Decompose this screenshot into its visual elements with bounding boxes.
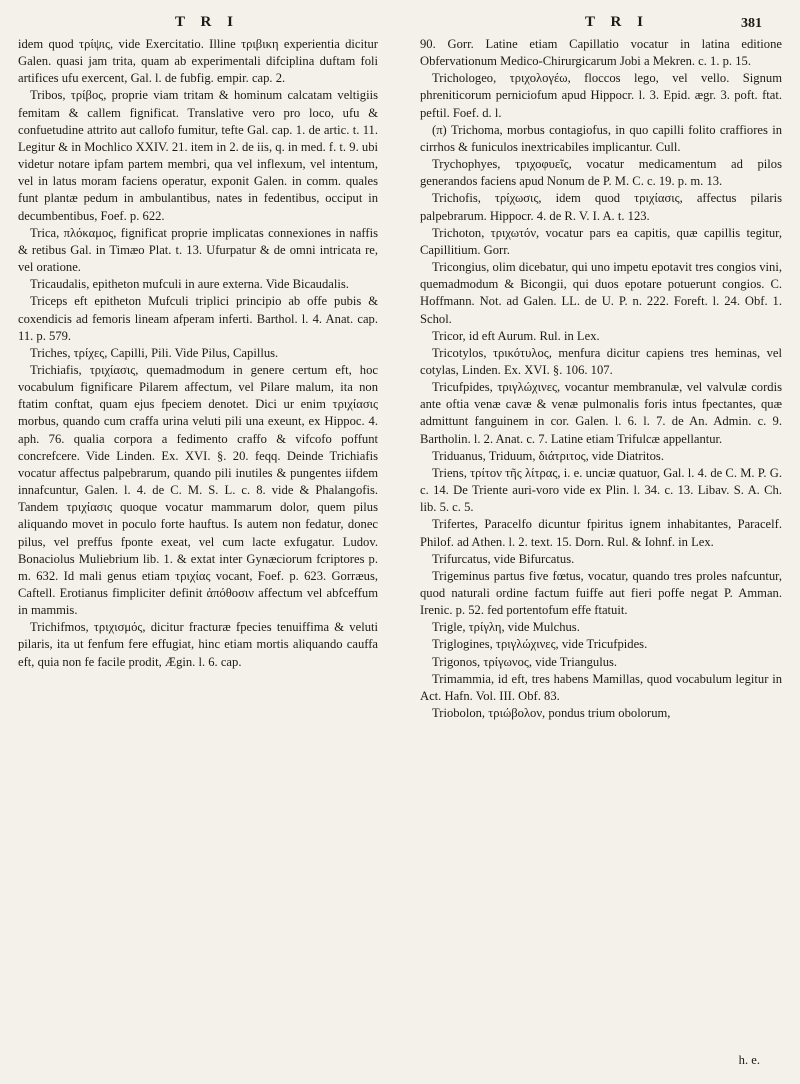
entry-paragraph: Trimammia, id eft, tres habens Mamillas, quod vocabulum legitur in Act. Hafn. Vol. III. Obf. 83.	[420, 671, 782, 703]
entry-paragraph: Triglogines, τριγλώχινες, vide Tricufpides.	[432, 637, 648, 652]
entry-paragraph: (π) Trichoma, morbus contagiofus, in quo capilli folito craffiores in cirrhos & funiculos inextricabiles implicantur. Cull.	[420, 122, 782, 154]
entry-paragraph: Trigonos, τρίγωνος, vide Triangulus.	[432, 654, 618, 669]
entry-paragraph: Tricotylos, τρικότυλος, menfura dicitur capiens tres heminas, vel cotylas, Linden. Ex. XVI. §. 106. 107.	[420, 345, 782, 377]
running-head-right: T R I	[585, 14, 649, 30]
entry-paragraph: Triens, τρίτον τῆς λίτρας, i. e. unciæ quatuor, Gal. l. 4. de C. M. P. G. c. 14. De Triente auri-voro vide ex Plin. l. 34. c. 13. Libav. S. A. Ch. lib. 5. c. 5.	[420, 465, 782, 515]
entry-paragraph: idem quod τρίψις, vide Exercitatio. Illine τριβικη experientia dicitur Galen. quasi jam trita, quam ab experimentali difciplina duftam foli artifices ufu exercent, Gal. l. de fubfig. empir. cap. 2.	[18, 37, 378, 86]
entry-paragraph: Trigle, τρίγλη, vide Mulchus.	[432, 620, 580, 635]
entry-paragraph: Trigeminus partus five fœtus, vocatur, quando tres proles nafcuntur, quod naturali ordine factum fuiffe aut fieri poffe negat P. Amman. Irenic. p. 52. fed portentofum effe ftatuit.	[420, 568, 782, 618]
entry-paragraph: 90. Gorr. Latine etiam Capillatio vocatur in latina editione Obfervationum Medico-Chirurgicarum Jobi a Mekren. c. 1. p. 15.	[420, 37, 782, 69]
entry-paragraph: Trichoton, τριχωτόν, vocatur pars ea capitis, quæ capillis tegitur, Capillitium. Gorr.	[420, 225, 782, 257]
entry-paragraph: Tricaudalis, epitheton mufculi in aure externa. Vide Bicaudalis.	[30, 277, 349, 292]
entry-paragraph: Tricongius, olim dicebatur, qui uno impetu epotavit tres congios vini, quemadmodum & Bicongii, qui duos epotare potuerunt congios. C. Hoffmann. Not. ad Galen. LL. de U. P. n. 222. Foreft. l. 24. Obf. 1. Schol.	[420, 260, 782, 326]
entry-paragraph: Trichofis, τρίχωσις, idem quod τριχίασις, affectus pilaris palpebrarum. Hippocr. 4. de R. V. I. A. t. 123.	[420, 191, 782, 223]
entry-paragraph: Tricufpides, τριγλώχινες, vocantur membranulæ, vel valvulæ cordis ante oftia venæ cavæ & venæ pulmonalis foris intus fpectantes, quæ admittunt fanguinem in cor. Galen. l. 6. l. 7. de An. Admin. c. 9. Bartholin. l. 2. Anat. c. 7. Latine etiam Trifulcæ appellantur.	[420, 380, 782, 446]
entry-paragraph: Triobolon, τριώβολον, pondus trium obolorum,	[432, 706, 671, 721]
entry-paragraph: Trichiafis, τριχίασις, quemadmodum in genere certum eft, hoc vocabulum fignificare Pilarem affectum, vel Pilare malum, ita non ftatim conftat, quam ejus fpeciem denotet. Dici ur enim τριχίασις morbus, quando cum craffa urina veluti pili una exeunt, ex Hippoc. 4. aph. 76. qualia corpora a fedimento craffo & vifcofo poffunt concrefcere. Vide Linden. Ex. XVI. §. 20. feqq. Deinde Trichiafis vocatur affectus palpebrarum, quando pili inutiles & pungentes iifdem innafcuntur, Galen. l. 4. de C. M. S. L. c. 8. vide & Phalangofis. Tandem τριχίασις quoque vocatur mammarum dolor, quem pilus aliquando movet in poculo forte hauftus. Is autem non fedatur, donec pilus, vel preffus fponte exeat, vel cum lacte exfugatur. Ludov. Bonaciolus Muliebrium lib. 1. & extat inter Gynæciorum fcriptores p. m. 632. Id mali genus etiam τριχίας vocant, Foef. p. 623. Gorræus, Caftell. Erotianus fimpliciter definit ἀπόθοσιν affectum vel abfceffum in mammis.	[18, 362, 378, 618]
entry-paragraph: Trifertes, Paracelfo dicuntur fpiritus ignem inhabitantes, Paracelf. Philof. ad Athen. l. 2. text. 15. Dorn. Rul. & Iohnf. in Lex.	[420, 517, 782, 549]
entry-paragraph: Tricor, id eft Aurum. Rul. in Lex.	[432, 328, 600, 343]
entry-paragraph: Trica, πλόκαμος, fignificat proprie implicatas connexiones in naffis & retibus Gal. in Timæo Plat. t. 13. Ufurpatur & de omni intricata re, vel oratione.	[18, 225, 378, 275]
running-head-left: T R I	[175, 14, 239, 30]
entry-paragraph: Triceps eft epitheton Mufculi triplici principio ab offe pubis & coxendicis ad femoris lineam afperam inferti. Barthol. l. 4. Anat. cap. 11. p. 579.	[18, 294, 378, 343]
entry-paragraph: Tribos, τρίβος, proprie viam tritam & hominum calcatam veltigiis femitam & callem fignificat. Translative vero pro loco, ufu & confuetudine attrito aut callofo fumitur, tefte Gal. cap. 1. de artic. t. 11. Legitur & in Mochlico XXIV. 21. item in 2. de iis, q. in med. f. t. 9. ubi videtur notare ipfam partem membri, qua vel inflexum, vel intentum, vel in latus moram faciens operatur, exponit Galen. in comm. quales funt plantæ pedum in ambulantibus, nates in fedentibus, occiput in decumbentibus, Foef. p. 622.	[18, 88, 378, 223]
entry-paragraph: Trifurcatus, vide Bifurcatus.	[432, 551, 575, 566]
entry-paragraph: Trichologeo, τριχολογέω, floccos lego, vel vello. Signum phreniticorum perniciofum apud Hippocr. l. 3. Epid. ægr. 3. poft. ftat. peftil. Foef. d. l.	[420, 71, 782, 120]
entry-paragraph: Triduanus, Triduum, διάτριτος, vide Diatritos.	[432, 448, 664, 463]
entry-paragraph: Triches, τρίχες, Capilli, Pili. Vide Pilus, Capillus.	[30, 345, 279, 360]
catchword: h. e.	[738, 1053, 760, 1067]
page-number: 381	[741, 16, 762, 31]
entry-paragraph: Trichifmos, τριχισμός, dicitur fracturæ fpecies tenuiffima & veluti pilaris, ita ut fenfum fere effugiat, hinc etiam mortis aliquando cauffa eft, quia non fe facile prodit, Ægin. l. 6. cap.	[18, 620, 378, 669]
left-column	[18, 36, 378, 671]
entry-paragraph: Trychophyes, τριχοφυεῖς, vocatur medicamentum ad pilos generandos faciens apud Nonum de P. M. C. c. 19. p. m. 13.	[420, 157, 782, 189]
right-column	[420, 36, 782, 722]
